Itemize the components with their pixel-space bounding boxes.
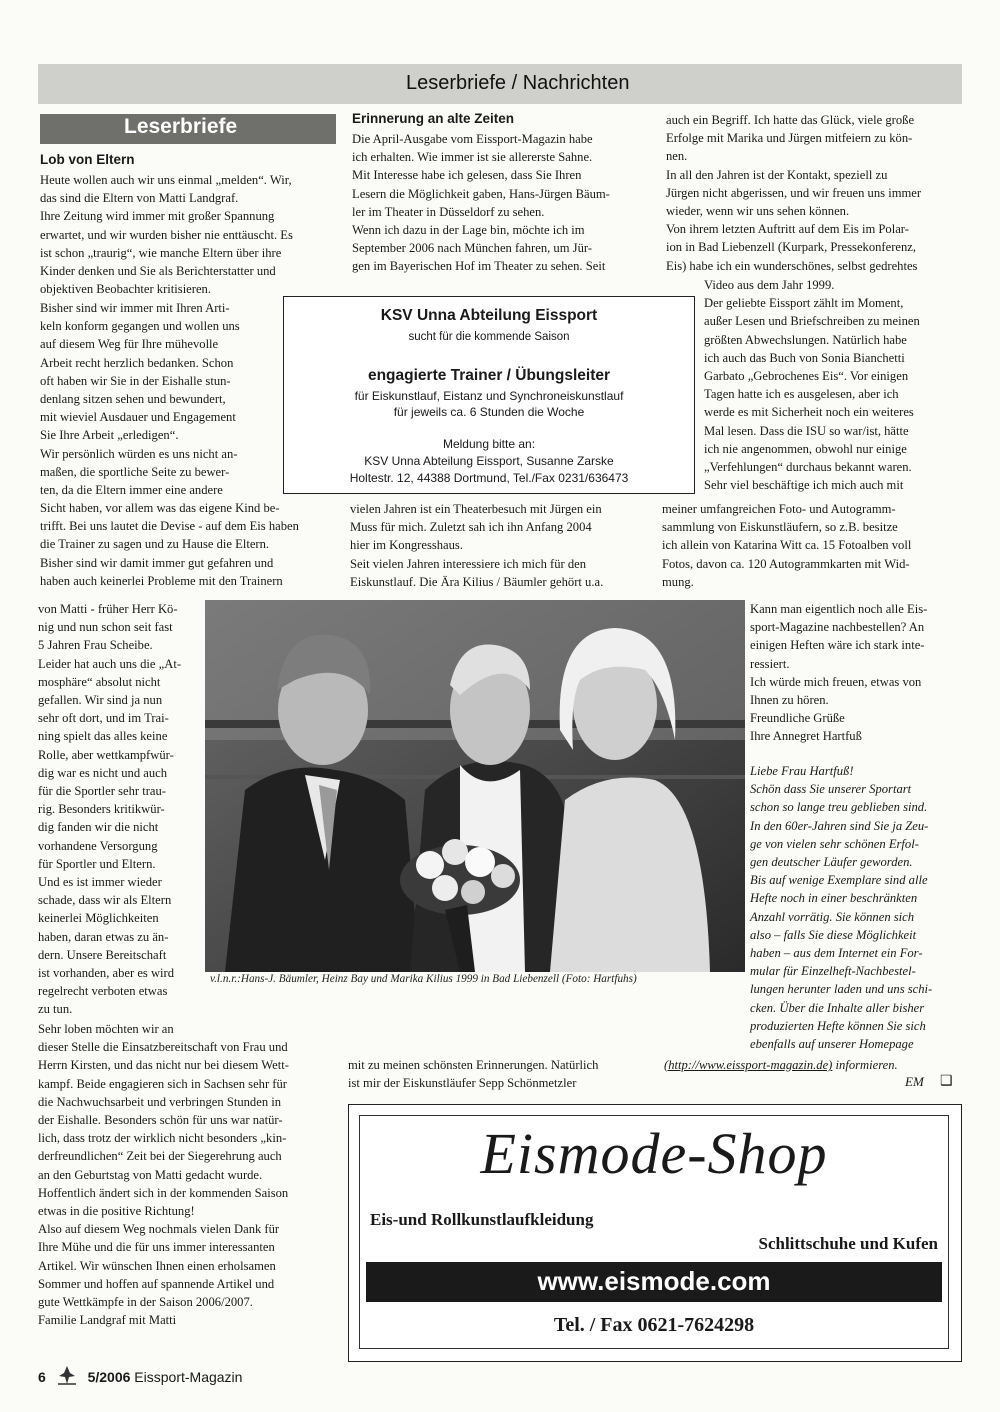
text-line: lich, dass trotz der wirklich nicht besonders „kin-	[38, 1131, 287, 1146]
text-line: keinerlei Möglichkeiten	[38, 911, 159, 926]
text-line: Also auf diesem Weg nochmals vielen Dank für	[38, 1222, 280, 1237]
skater-logo-icon	[56, 1364, 78, 1386]
letter1-heading: Lob von Eltern	[40, 152, 135, 167]
text-line: ler im Theater in Düsseldorf zu sehen.	[352, 204, 545, 219]
eismode-logo: Eismode-Shop	[480, 1121, 828, 1186]
reply-informieren: informieren.	[835, 1058, 898, 1072]
text-line: dig war es nicht und auch	[38, 765, 168, 780]
text-line: Von ihrem letzten Auftritt auf dem Eis im Polar-	[666, 222, 909, 237]
text-line: Mal lesen. Dass die ISU so war/ist, hätte	[704, 423, 909, 438]
photo-caption: v.l.n.r.:Hans-J. Bäumler, Heinz Bay und Marika Kilius 1999 in Bad Liebenzell (Foto: Hartfuhs)	[210, 973, 637, 985]
text-line: mosphäre“ absolut nicht	[38, 674, 161, 689]
section-header	[38, 64, 962, 104]
text-line: Der geliebte Eissport zählt im Moment,	[704, 296, 904, 311]
text-line: ist schon „traurig“, wie manche Eltern über ihre	[40, 245, 282, 260]
text-line: Freundliche Grüße	[750, 711, 845, 726]
ksv-ad-contact-label: Meldung bitte an:	[442, 437, 536, 451]
text-line: ich auch das Buch von Sonia Bianchetti	[704, 350, 905, 365]
text-line: die Trainer zu sagen und zu Hause die Eltern.	[40, 537, 270, 552]
text-line: Herrn Kirsten, und das nicht nur bei diesem Wett-	[38, 1058, 289, 1073]
text-line: Arbeit recht herzlich bedanken. Schon	[40, 355, 234, 370]
text-line: Wenn ich dazu in der Lage bin, möchte ich im	[352, 223, 585, 238]
text-line: Seit vielen Jahren interessiere ich mich für den	[350, 556, 587, 571]
text-line: Hefte noch in einer beschränkten	[750, 891, 918, 906]
text-line: gen deutscher Läufer geworden.	[750, 855, 913, 870]
text-line: ich allein von Katarina Witt ca. 15 Fotoalben voll	[662, 538, 912, 553]
text-line: rig. Besonders kritikwür-	[38, 802, 165, 817]
page-number: 6	[38, 1369, 46, 1385]
text-line: Tagen hatte ich es ausgelesen, aber ich	[704, 387, 899, 402]
letter2-block-mid	[350, 500, 648, 591]
text-line: Sehr loben möchten wir an	[38, 1022, 174, 1036]
text-line: oft haben wir Sie in der Eishalle stun-	[40, 373, 231, 388]
text-line: dern. Unsere Bereitschaft	[38, 947, 167, 962]
text-line: größten Abwechslungen. Natürlich habe	[704, 332, 907, 347]
text-line: Sehr viel beschäftige ich mich auch mit	[704, 478, 904, 493]
text-line: Anzahl vorrätig. Sie können sich	[750, 909, 915, 924]
text-line: von Matti - früher Herr Kö-	[38, 602, 178, 616]
text-line: Eis) habe ich ein wunderschönes, selbst gedrehtes	[666, 258, 918, 273]
text-line: ist vorhanden, aber es wird	[38, 966, 175, 981]
text-line: Rolle, aber wettkampfwür-	[38, 747, 174, 762]
text-line: produzierten Hefte können Sie sich	[750, 1018, 926, 1033]
text-line: Familie Landgraf mit Matti	[38, 1313, 177, 1328]
text-line: Schön dass Sie unserer Sportart	[750, 782, 912, 797]
text-line: der Eishalle. Besonders schön für uns war natür-	[38, 1113, 283, 1128]
eismode-shop-inner	[359, 1115, 949, 1349]
eismode-url[interactable]: www.eismode.com	[537, 1266, 771, 1296]
text-line: zu tun.	[38, 1002, 73, 1017]
text-line: gefallen. Wir sind ja nun	[38, 693, 163, 708]
text-line: sport-Magazine nachbestellen? An	[750, 620, 925, 635]
text-line: Ich würde mich freuen, etwas von	[750, 674, 922, 689]
text-line: maßen, die sportliche Seite zu bewer-	[40, 464, 230, 479]
eismode-phone: Tel. / Fax 0621-7624298	[553, 1314, 755, 1336]
text-line: ich nie angenommen, obwohl nur einige	[704, 441, 907, 456]
text-line: Muss für mich. Zuletzt sah ich ihn Anfang 2004	[350, 520, 592, 535]
photo-illustration	[205, 600, 745, 972]
text-line: sehr oft dort, und im Trai-	[38, 711, 169, 726]
ksv-ad-headline: engagierte Trainer / Übungsleiter	[367, 367, 611, 384]
text-line: die Nachwuchsarbeit und verbringen Stunden in	[38, 1094, 282, 1109]
text-line: Video aus dem Jahr 1999.	[704, 278, 835, 292]
text-line: also – falls Sie diese Möglichkeit	[750, 927, 917, 942]
eismode-shop-ad	[348, 1104, 962, 1362]
text-line: ion in Bad Liebenzell (Kurpark, Pressekonferenz,	[666, 240, 917, 255]
text-line: gute Wettkämpfe in der Saison 2006/2007.	[38, 1295, 253, 1310]
text-line: etwas in die positive Richtung!	[38, 1204, 195, 1219]
magazine-name: Eissport-Magazin	[134, 1369, 243, 1385]
text-line: derfreundlichen“ Zeit bei der Siegerehrung auch	[38, 1149, 282, 1164]
text-line: September 2006 nach München fahren, um Jür-	[352, 241, 593, 256]
section-header-title: Leserbriefe / Nachrichten	[406, 72, 630, 94]
text-line: Kinder denken und Sie als Berichterstatter und	[40, 264, 276, 279]
ksv-ad-line1: für Eiskunstlauf, Eistanz und Synchroneiskunstlauf	[354, 389, 624, 403]
text-line: Lesern die Möglichkeit gaben, Hans-Jürgen Bäum-	[352, 186, 610, 201]
text-line: dieser Stelle die Einsatzbereitschaft von Frau und	[38, 1040, 288, 1055]
text-line: Sicht haben, vor allem was das eigene Kind be-	[40, 501, 280, 515]
text-line: kampf. Beide engagieren sich in Sachsen sehr für	[38, 1076, 287, 1091]
text-line: erwartet, und wir wurden bisher nie enttäuscht. Es	[40, 227, 293, 242]
reply-signature: EM	[905, 1074, 924, 1089]
text-line: Mit Interesse habe ich gelesen, dass Sie Ihren	[352, 168, 582, 183]
text-line: Bis auf wenige Exemplare sind alle	[750, 873, 928, 888]
issue-number: 5/2006	[87, 1369, 131, 1385]
text-line: schade, dass wir als Eltern	[38, 893, 172, 908]
letter1-block-narrow	[40, 299, 277, 499]
text-line: Bisher sind wir immer mit Ihren Arti-	[40, 301, 230, 315]
text-line: ning spielt das alles keine	[38, 729, 168, 744]
text-line: Hoffentlich ändert sich in der kommenden Saison	[38, 1185, 289, 1200]
letter1-block-bottom	[38, 1020, 334, 1329]
text-line: Bisher sind wir damit immer gut gefahren und	[40, 555, 274, 570]
text-line: ich erhalten. Wie immer ist sie allererste Sahne.	[352, 150, 593, 165]
leserbriefe-label-box	[40, 114, 336, 144]
text-line: Ihre Zeitung wird immer mit großer Spannung	[40, 209, 275, 224]
text-line: Erfolge mit Marika und Jürgen mitfeiern zu kön-	[666, 131, 913, 146]
text-line: objektiven Beobachter kritisieren.	[40, 282, 212, 297]
eismode-url-bar	[366, 1262, 942, 1302]
text-line: Liebe Frau Hartfuß!	[750, 764, 854, 778]
text-line: dig fanden wir die nicht	[38, 820, 159, 835]
ksv-ad-line2: für jeweils ca. 6 Stunden die Woche	[393, 405, 585, 419]
text-line: vorhandene Versorgung	[38, 838, 158, 853]
text-line: Wir persönlich würden es uns nicht an-	[40, 446, 238, 461]
text-line: für Sportler und Eltern.	[38, 856, 156, 871]
text-line: nen.	[666, 149, 688, 164]
text-line: Die April-Ausgabe vom Eissport-Magazin habe	[352, 132, 593, 146]
letter2-col3-mid	[662, 500, 960, 591]
text-line: schon so lange treu geblieben sind.	[750, 800, 928, 815]
text-line: cken. Über die Inhalte aller bisher	[750, 1000, 925, 1015]
text-line: Jürgen nicht abgerissen, und wir freuen uns immer	[666, 185, 922, 200]
ksv-ad-contact2: Holtestr. 12, 44388 Dortmund, Tel./Fax 0231/636473	[349, 471, 629, 485]
text-line: vielen Jahren ist ein Theaterbesuch mit Jürgen ein	[350, 502, 602, 516]
text-line: haben – aus dem Internet ein For-	[750, 946, 923, 961]
leserbriefe-label: Leserbriefe	[124, 115, 238, 138]
end-mark-icon: ❑	[940, 1074, 953, 1089]
text-line: Und es ist immer wieder	[38, 875, 162, 890]
ksv-ad-box	[283, 296, 695, 494]
text-line: haben, daran etwas zu än-	[38, 929, 169, 944]
text-line: ten, da die Eltern immer eine andere	[40, 483, 223, 498]
ksv-ad-contact1: KSV Unna Abteilung Eissport, Susanne Zarske	[364, 454, 614, 468]
text-line: keln konform gegangen und wollen uns	[40, 319, 240, 334]
text-line: nig und nun schon seit fast	[38, 620, 173, 635]
text-line: einigen Heften wäre ich stark inte-	[750, 638, 925, 653]
text-line: Ihre Annegret Hartfuß	[750, 729, 862, 744]
text-line: Eiskunstlauf. Die Ära Kilius / Bäumler gehört u.a.	[350, 574, 604, 589]
text-line: Fotos, davon ca. 120 Autogrammkarten mit Wid-	[662, 556, 910, 571]
letter2-col3-ad	[704, 276, 960, 494]
text-line: ge von vielen sehr schönen Erfol-	[750, 836, 919, 851]
photo	[205, 600, 745, 972]
reply-block	[750, 762, 960, 1053]
page-footer	[38, 1364, 242, 1386]
text-line: mit wieviel Ausdauer und Engagement	[40, 410, 236, 425]
homepage-link[interactable]: (http://www.eissport-magazin.de)	[664, 1058, 833, 1072]
eismode-left-text: Eis-und Rollkunstlaufkleidung	[370, 1210, 594, 1229]
text-line: In den 60er-Jahren sind Sie ja Zeu-	[750, 818, 929, 833]
letter2-block-top	[352, 130, 647, 276]
reply-url-line	[664, 1056, 964, 1074]
text-line: sammlung von Eiskunstläufern, so z.B. besitze	[662, 520, 898, 535]
text-line: Sommer und hoffen auf spannende Artikel und	[38, 1276, 275, 1291]
eismode-right-text: Schlittschuhe und Kufen	[758, 1234, 938, 1253]
letter1-block-full	[40, 171, 336, 298]
letter2-heading: Erinnerung an alte Zeiten	[352, 111, 515, 126]
text-line: Ihre Mühe und die für uns immer interessanten	[38, 1240, 275, 1255]
text-line: an den Geburtstag von Matti gedacht wurde.	[38, 1167, 263, 1182]
text-line: Kann man eigentlich noch alle Eis-	[750, 602, 928, 616]
text-line: Ihnen zu hören.	[750, 693, 829, 708]
text-line: Leider hat auch uns die „At-	[38, 656, 182, 671]
text-line: Heute wollen auch wir uns einmal „melden“. Wir,	[40, 173, 292, 187]
text-line: Garbato „Gebrochenes Eis“. Vor einigen	[704, 369, 909, 384]
text-line: werde es mit Sicherheit noch ein weiteres	[704, 405, 914, 420]
text-line: 5 Jahren Frau Scheibe.	[38, 638, 153, 653]
ksv-ad-title: KSV Unna Abteilung Eissport	[380, 307, 598, 324]
text-line: auch ein Begriff. Ich hatte das Glück, viele große	[666, 113, 915, 127]
text-line: außer Lesen und Briefschreiben zu meinen	[704, 314, 920, 329]
letter1-block-photo	[38, 600, 198, 1019]
text-line: denlang sitzen sehen und bewundert,	[40, 392, 226, 407]
text-line: haben auch keinerlei Probleme mit den Trainern	[40, 573, 283, 588]
text-line: das sind die Eltern von Matti Landgraf.	[40, 191, 239, 206]
text-line: „Verfehlungen“ durchaus bekannt waren.	[704, 460, 912, 475]
text-line: Artikel. Wir wünschen Ihnen einen erholsamen	[38, 1258, 276, 1273]
text-line: mung.	[662, 574, 694, 589]
text-line: mular für Einzelheft-Nachbestel-	[750, 964, 916, 979]
text-line: ebenfalls auf unserer Homepage	[750, 1037, 914, 1052]
text-line: meiner umfangreichen Foto- und Autogramm-	[662, 502, 896, 516]
text-line: lungen herunter laden und uns schi-	[750, 982, 933, 997]
text-line: mit zu meinen schönsten Erinnerungen. Natürlich	[348, 1058, 599, 1072]
text-line: ist mir der Eiskunstläufer Sepp Schönmetzler	[348, 1076, 577, 1091]
letter2-col3-top	[666, 111, 961, 275]
text-line: Sie Ihre Arbeit „erledigen“.	[40, 428, 179, 443]
text-line: hier im Kongresshaus.	[350, 538, 463, 553]
text-line: für die Sportler sehr trau-	[38, 784, 166, 799]
text-line: wieder, wenn wir uns sehen können.	[666, 204, 850, 219]
text-line: gen im Bayerischen Hof im Theater zu sehen. Seit	[352, 259, 606, 274]
text-line: ressiert.	[750, 656, 790, 671]
text-line: In all den Jahren ist der Kontakt, speziell zu	[666, 167, 888, 182]
ksv-ad-sub: sucht für die kommende Saison	[408, 331, 570, 343]
letter2-col3-photo	[750, 600, 960, 746]
letter1-block-mid	[40, 499, 336, 590]
text-line: trifft. Bei uns lautet die Devise - auf dem Eis haben	[40, 519, 299, 534]
letter2-block-bottom	[348, 1056, 648, 1092]
text-line: auf diesem Weg für Ihre mühevolle	[40, 337, 219, 352]
text-line: regelrecht verboten etwas	[38, 984, 168, 999]
